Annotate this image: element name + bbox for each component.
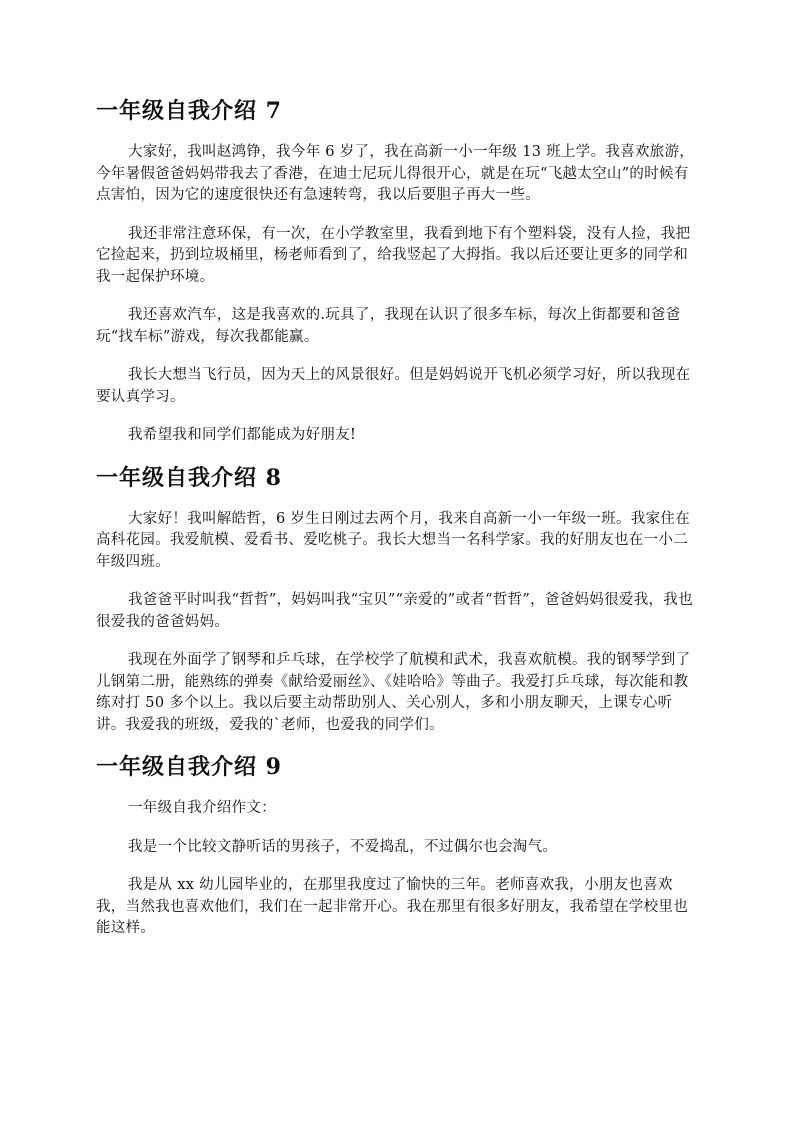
paragraph: 大家好！我叫解皓哲，6 岁生日刚过去两个月，我来自高新一小一年级一班。我家住在高科花园。我爱航模、爱看书、爱吃桃子。我长大想当一名科学家。我的好朋友也在一小二年级四班。 — [96, 510, 691, 570]
paragraph: 我是一个比较文静听话的男孩子，不爱捣乱，不过偶尔也会淘气。 — [128, 838, 558, 855]
section-intro-8 — [96, 464, 698, 737]
section-intro-9 — [96, 753, 698, 940]
paragraph: 我长大想当飞行员，因为天上的风景很好。但是妈妈说开飞机必须学习好，所以我现在要认真学习。 — [96, 367, 691, 405]
paragraph: 我还非常注意环保，有一次，在小学教室里，我看到地下有个塑料袋，没有人捡，我把它捡起来，扔到垃圾桶里，杨老师看到了，给我竖起了大拇指。我以后还要让更多的同学和我一起保护环境。 — [96, 225, 691, 285]
paragraph: 我是从 xx 幼儿园毕业的，在那里我度过了愉快的三年。老师喜欢我，小朋友也喜欢我，当然我也喜欢他们，我们在一起非常开心。我在那里有很多好朋友，我希望在学校里也能这样。 — [96, 877, 688, 936]
section-title: 一年级自我介绍 9 — [96, 754, 282, 780]
paragraph: 大家好，我叫赵鸿铮，我今年 6 岁了，我在高新一小一年级 13 班上学。我喜欢旅游，今年暑假爸爸妈妈带我去了香港，在迪士尼玩儿得很开心，就是在玩“飞越太空山”的时候有点害怕，因为它的速度很快还有急速转弯，我以后要胆子再大一些。 — [96, 144, 695, 203]
paragraph: 我希望我和同学们都能成为好朋友! — [128, 427, 357, 443]
paragraph: 我还喜欢汽车，这是我喜欢的.玩具了，我现在认识了很多车标，每次上街都要和爸爸玩“找车标”游戏，每次我都能赢。 — [96, 307, 681, 345]
document-body — [96, 97, 698, 957]
section-title: 一年级自我介绍 7 — [96, 98, 282, 124]
paragraph: 我爸爸平时叫我“哲哲”，妈妈叫我“宝贝”“亲爱的”或者“哲哲”，爸爸妈妈很爱我，我也很爱我的爸爸妈妈。 — [96, 592, 693, 630]
paragraph: 我现在外面学了钢琴和乒乓球，在学校学了航模和武术，我喜欢航模。我的钢琴学到了儿钢第二册，能熟练的弹奏《献给爱丽丝》、《娃哈哈》等曲子。我爱打乒乓球，每次能和教练对打 50 多个以上。我以后要主动帮助别人、关心别人，多和小朋友聊天，上课专心听讲。我爱我的班级，爱我的`老师，也爱我的同学们。 — [96, 652, 691, 733]
paragraph: 一年级自我介绍作文： — [128, 800, 276, 816]
section-title: 一年级自我介绍 8 — [96, 464, 282, 491]
section-intro-7 — [96, 97, 698, 447]
